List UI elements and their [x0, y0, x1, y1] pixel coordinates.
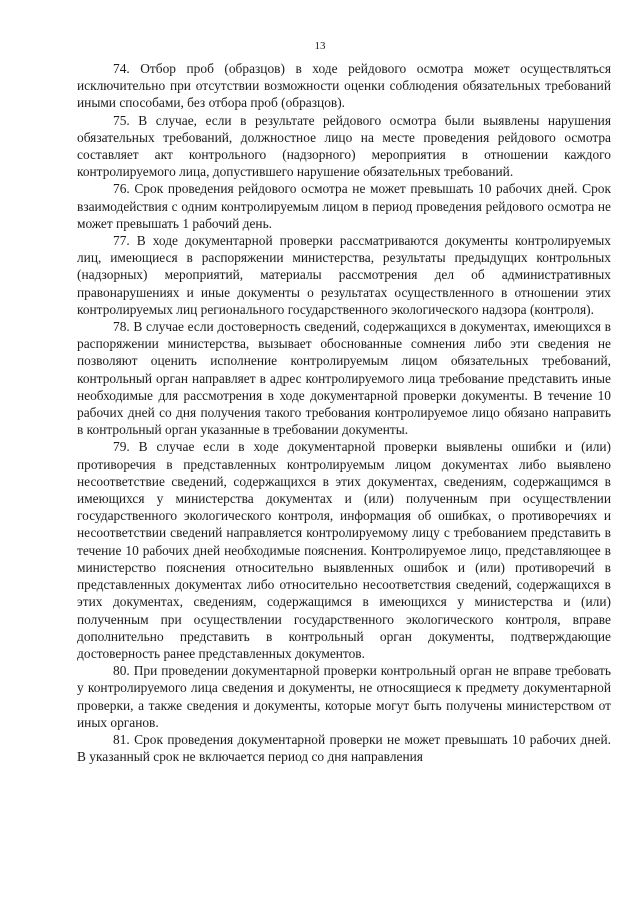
page-number: 13 [314, 40, 326, 52]
paragraph-81: 81. Срок проведения документарной проверки не может превышать 10 рабочих дней. В указанный срок не включается период со дня направления [77, 731, 611, 765]
paragraph-74: 74. Отбор проб (образцов) в ходе рейдового осмотра может осуществляться исключительно при отсутствии возможности оценки соблюдения обязательных требований иными способами, без отбора проб (образцов). [77, 61, 611, 111]
paragraph-76: 76. Срок проведения рейдового осмотра не может превышать 10 рабочих дней. Срок взаимодействия с одним контролируемым лицом в период проведения рейдового осмотра не может превышать 1 рабочий день. [77, 181, 611, 231]
document-body [77, 60, 611, 765]
paragraph-79: 79. В случае если в ходе документарной проверки выявлены ошибки и (или) противоречия в представленных контролируемым лицом документах либо выявлено несоответствие сведений, содержащихся в этих документах, сведениям, содержащимся в имеющихся у министерства документах и (или) полученным при осуществлении государственного экологического контроля, информация об ошибках, о противоречиях и несоответствии сведений направляется контролируемому лицу с требованием представить в течение 10 рабочих дней необходимые пояснения. Контролируемое лицо, представляющее в министерство пояснения относительно выявленных ошибок и (или) противоречий в представленных документах либо относительно несоответствия сведений, содержащихся в этих документах, сведениям, содержащимся в имеющихся у министерства и (или) полученным при осуществлении государственного экологического контроля, вправе дополнительно представить в контрольный орган документы, подтверждающие достоверность ранее представленных документов. [77, 439, 611, 661]
paragraph-77: 77. В ходе документарной проверки рассматриваются документы контролируемых лиц, имеющиеся в распоряжении министерства, результаты предыдущих контрольных (надзорных) мероприятий, материалы рассмотрения дел об административных правонарушениях и иные документы о результатах осуществленного в отношении этих контролируемых лиц регионального государственного экологического надзора (контроля). [77, 233, 611, 317]
paragraph-75: 75. В случае, если в результате рейдового осмотра были выявлены нарушения обязательных требований, должностное лицо на месте проведения рейдового осмотра составляет акт контрольного (надзорного) мероприятия в отношении каждого контролируемого лица, допустившего нарушение обязательных требований. [77, 112, 611, 180]
paragraph-80: 80. При проведении документарной проверки контрольный орган не вправе требовать у контролируемого лица сведения и документы, не относящиеся к предмету документарной проверки, а также сведения и документы, которые могут быть получены министерством от иных органов. [77, 663, 611, 730]
paragraph-78: 78. В случае если достоверность сведений, содержащихся в документах, имеющихся в распоряжении министерства, вызывает обоснованные сомнения либо эти сведения не позволяют оценить исполнение контролируемым лицом обязательных требований, контрольный орган направляет в адрес контролируемого лица требование представить иные необходимые для рассмотрения в ходе документарной проверки документы. В течение 10 рабочих дней со дня получения такого требования контролируемое лицо обязано направить в контрольный орган указанные в требовании документы. [77, 319, 611, 438]
